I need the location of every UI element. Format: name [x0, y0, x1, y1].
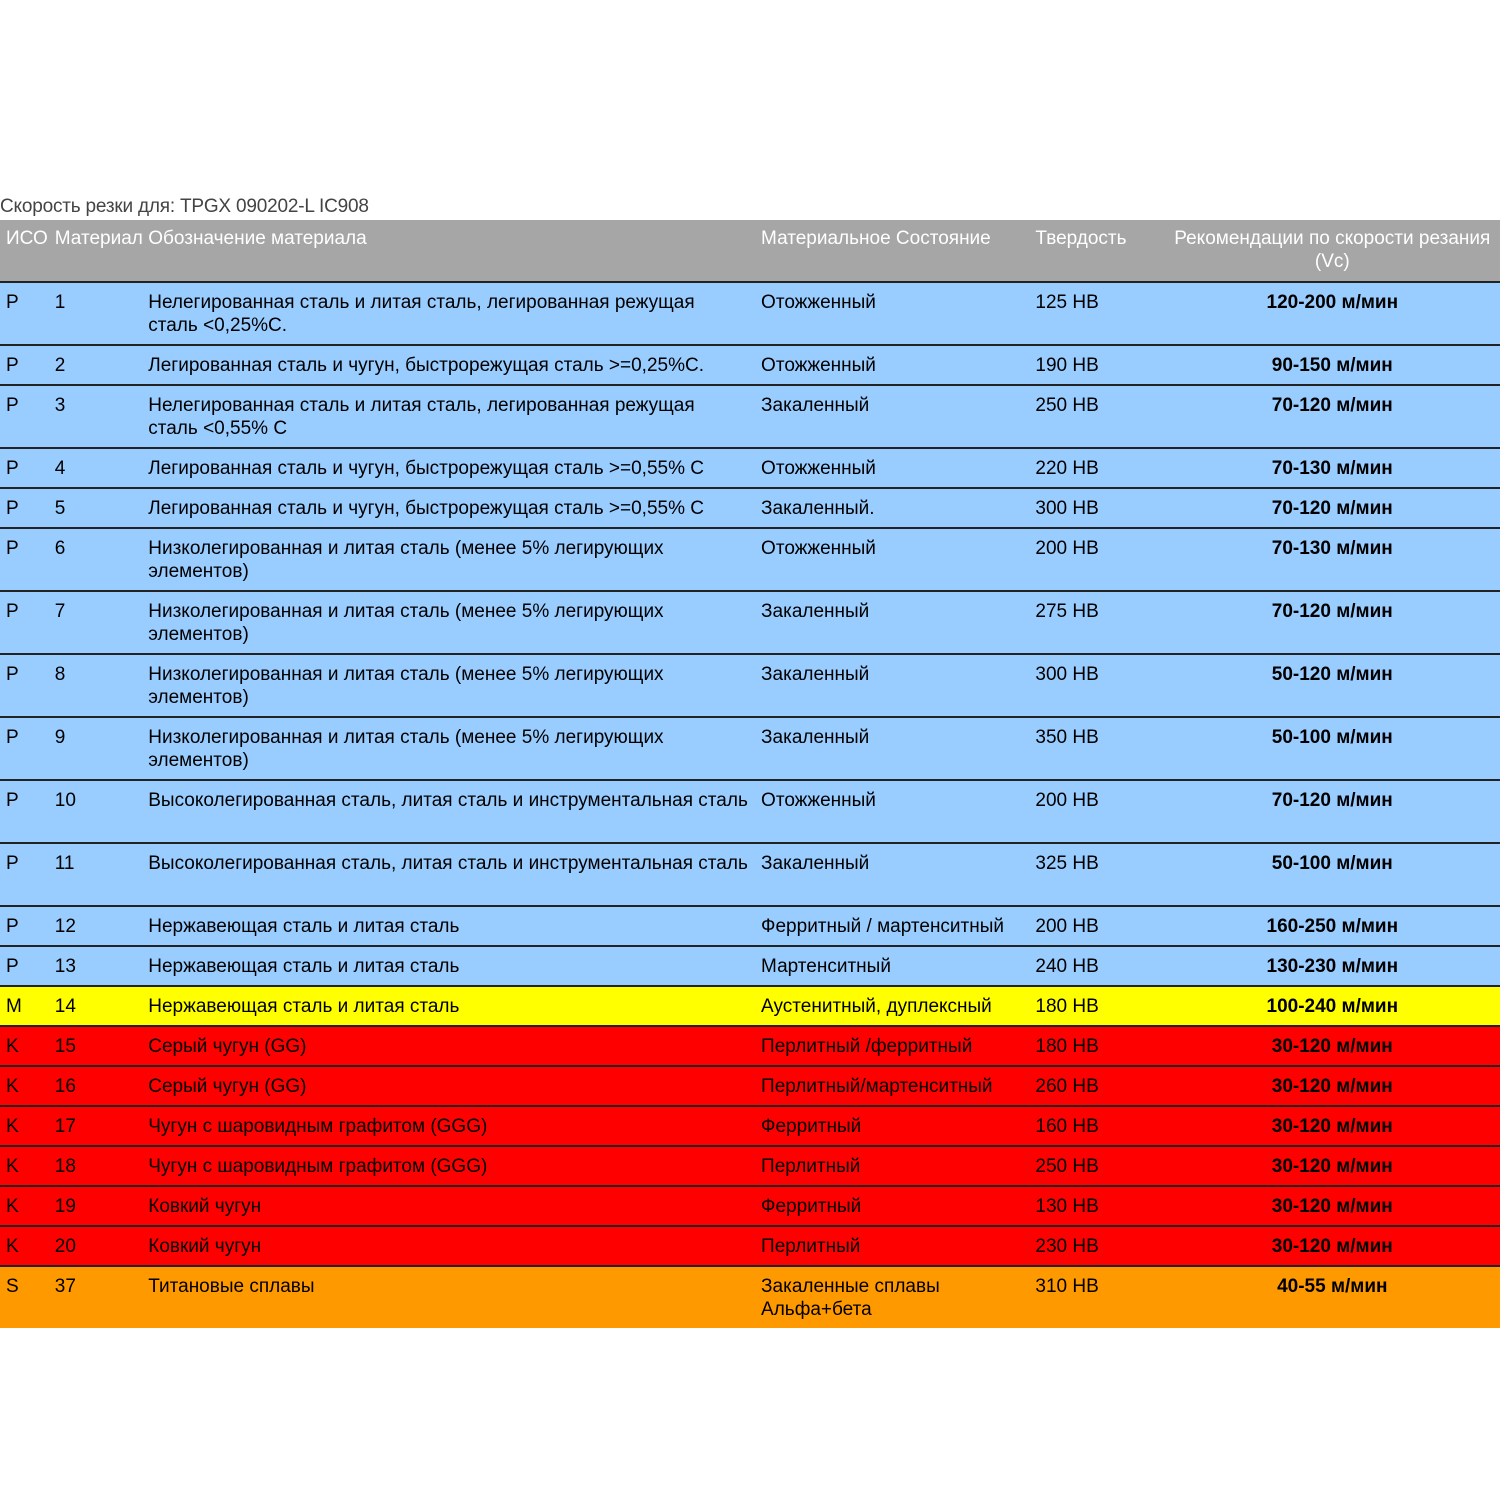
- cell-speed: 100-240 м/мин: [1165, 986, 1500, 1026]
- cell-hardness: 230 HB: [1029, 1226, 1164, 1266]
- table-row: [0, 1266, 1500, 1328]
- cell-condition: Перлитный/мартенситный: [755, 1066, 1029, 1106]
- cell-material: 11: [49, 843, 142, 906]
- table-row: [0, 1186, 1500, 1226]
- cell-designation: Чугун с шаровидным графитом (GGG): [142, 1146, 755, 1186]
- cell-iso: P: [0, 488, 49, 528]
- cell-designation: Низколегированная и литая сталь (менее 5% легирующих элементов): [142, 528, 755, 591]
- cell-hardness: 310 HB: [1029, 1266, 1164, 1328]
- cell-iso: K: [0, 1186, 49, 1226]
- cell-hardness: 250 HB: [1029, 1146, 1164, 1186]
- cell-iso: K: [0, 1066, 49, 1106]
- header-hardness: Твердость: [1029, 220, 1164, 282]
- cell-material: 18: [49, 1146, 142, 1186]
- cell-iso: P: [0, 654, 49, 717]
- cell-condition: Отожженный: [755, 448, 1029, 488]
- cell-hardness: 190 HB: [1029, 345, 1164, 385]
- cell-hardness: 130 HB: [1029, 1186, 1164, 1226]
- cell-hardness: 350 HB: [1029, 717, 1164, 780]
- cell-designation: Ковкий чугун: [142, 1226, 755, 1266]
- cell-material: 13: [49, 946, 142, 986]
- cell-material: 8: [49, 654, 142, 717]
- cell-hardness: 160 HB: [1029, 1106, 1164, 1146]
- cell-designation: Легированная сталь и чугун, быстрорежущая сталь >=0,55% C: [142, 488, 755, 528]
- table-row: [0, 1066, 1500, 1106]
- cell-iso: S: [0, 1266, 49, 1328]
- cell-speed: 160-250 м/мин: [1165, 906, 1500, 946]
- cell-designation: Низколегированная и литая сталь (менее 5% легирующих элементов): [142, 591, 755, 654]
- cell-iso: K: [0, 1026, 49, 1066]
- table-row: [0, 282, 1500, 345]
- cell-hardness: 325 HB: [1029, 843, 1164, 906]
- table-row: [0, 780, 1500, 843]
- cell-condition: Перлитный: [755, 1146, 1029, 1186]
- cell-iso: P: [0, 843, 49, 906]
- cell-hardness: 300 HB: [1029, 654, 1164, 717]
- cell-iso: P: [0, 448, 49, 488]
- table-row: [0, 345, 1500, 385]
- cell-condition: Перлитный: [755, 1226, 1029, 1266]
- cell-iso: P: [0, 528, 49, 591]
- cell-iso: P: [0, 780, 49, 843]
- cell-material: 20: [49, 1226, 142, 1266]
- cell-material: 2: [49, 345, 142, 385]
- cell-condition: Ферритный / мартенситный: [755, 906, 1029, 946]
- cell-designation: Серый чугун (GG): [142, 1026, 755, 1066]
- cell-speed: 90-150 м/мин: [1165, 345, 1500, 385]
- table-row: [0, 1226, 1500, 1266]
- cell-hardness: 200 HB: [1029, 780, 1164, 843]
- cell-designation: Легированная сталь и чугун, быстрорежущая сталь >=0,25%C.: [142, 345, 755, 385]
- cell-condition: Закаленный: [755, 591, 1029, 654]
- table-row: [0, 385, 1500, 448]
- cell-hardness: 260 HB: [1029, 1066, 1164, 1106]
- table-row: [0, 717, 1500, 780]
- cell-condition: Отожженный: [755, 282, 1029, 345]
- cell-condition: Ферритный: [755, 1106, 1029, 1146]
- cell-designation: Легированная сталь и чугун, быстрорежущая сталь >=0,55% C: [142, 448, 755, 488]
- table-caption: Скорость резки для: TPGX 090202-L IC908: [0, 196, 369, 217]
- cell-speed: 50-100 м/мин: [1165, 717, 1500, 780]
- cell-designation: Нержавеющая сталь и литая сталь: [142, 946, 755, 986]
- cell-iso: K: [0, 1106, 49, 1146]
- table-row: [0, 488, 1500, 528]
- cell-material: 37: [49, 1266, 142, 1328]
- table-row: [0, 1026, 1500, 1066]
- cell-material: 10: [49, 780, 142, 843]
- cell-condition: Закаленный: [755, 717, 1029, 780]
- cell-hardness: 200 HB: [1029, 528, 1164, 591]
- cell-material: 16: [49, 1066, 142, 1106]
- header-recommendation: Рекомендации по скорости резания (Vc): [1165, 220, 1500, 282]
- cell-material: 5: [49, 488, 142, 528]
- cell-iso: P: [0, 385, 49, 448]
- cell-hardness: 300 HB: [1029, 488, 1164, 528]
- table-row: [0, 986, 1500, 1026]
- cell-iso: P: [0, 906, 49, 946]
- cell-speed: 70-130 м/мин: [1165, 528, 1500, 591]
- header-iso: ИСО: [0, 220, 49, 282]
- cell-speed: 40-55 м/мин: [1165, 1266, 1500, 1328]
- cell-speed: 30-120 м/мин: [1165, 1146, 1500, 1186]
- cell-condition: Закаленный: [755, 843, 1029, 906]
- cell-designation: Титановые сплавы: [142, 1266, 755, 1328]
- header-condition: Материальное Состояние: [755, 220, 1029, 282]
- cell-speed: 30-120 м/мин: [1165, 1186, 1500, 1226]
- cell-iso: P: [0, 591, 49, 654]
- header-designation: Обозначение материала: [142, 220, 755, 282]
- cell-material: 6: [49, 528, 142, 591]
- cell-hardness: 125 HB: [1029, 282, 1164, 345]
- cell-condition: Мартенситный: [755, 946, 1029, 986]
- cell-designation: Нержавеющая сталь и литая сталь: [142, 986, 755, 1026]
- table-row: [0, 906, 1500, 946]
- cell-condition: Закаленный.: [755, 488, 1029, 528]
- cell-designation: Нелегированная сталь и литая сталь, легированная режущая сталь <0,55% C: [142, 385, 755, 448]
- cell-speed: 30-120 м/мин: [1165, 1106, 1500, 1146]
- cell-designation: Ковкий чугун: [142, 1186, 755, 1226]
- cell-iso: K: [0, 1226, 49, 1266]
- cell-iso: P: [0, 345, 49, 385]
- cell-condition: Перлитный /ферритный: [755, 1026, 1029, 1066]
- cell-hardness: 240 HB: [1029, 946, 1164, 986]
- header-material: Материал: [49, 220, 142, 282]
- cell-speed: 70-120 м/мин: [1165, 591, 1500, 654]
- cell-speed: 50-100 м/мин: [1165, 843, 1500, 906]
- table-row: [0, 946, 1500, 986]
- cell-speed: 70-120 м/мин: [1165, 780, 1500, 843]
- cell-condition: Отожженный: [755, 345, 1029, 385]
- cell-iso: M: [0, 986, 49, 1026]
- cell-designation: Нелегированная сталь и литая сталь, легированная режущая сталь <0,25%C.: [142, 282, 755, 345]
- cell-speed: 70-130 м/мин: [1165, 448, 1500, 488]
- cell-condition: Закаленный: [755, 385, 1029, 448]
- cell-hardness: 200 HB: [1029, 906, 1164, 946]
- cell-speed: 130-230 м/мин: [1165, 946, 1500, 986]
- cell-speed: 50-120 м/мин: [1165, 654, 1500, 717]
- cell-speed: 120-200 м/мин: [1165, 282, 1500, 345]
- table-row: [0, 843, 1500, 906]
- cell-hardness: 180 HB: [1029, 1026, 1164, 1066]
- cell-iso: P: [0, 282, 49, 345]
- cell-material: 9: [49, 717, 142, 780]
- table-row: [0, 1146, 1500, 1186]
- table-row: [0, 654, 1500, 717]
- cell-condition: Ферритный: [755, 1186, 1029, 1226]
- cell-material: 17: [49, 1106, 142, 1146]
- cell-designation: Низколегированная и литая сталь (менее 5% легирующих элементов): [142, 654, 755, 717]
- cell-designation: Чугун с шаровидным графитом (GGG): [142, 1106, 755, 1146]
- cell-material: 1: [49, 282, 142, 345]
- cell-hardness: 275 HB: [1029, 591, 1164, 654]
- cell-condition: Закаленный: [755, 654, 1029, 717]
- cell-designation: Высоколегированная сталь, литая сталь и инструментальная сталь: [142, 843, 755, 906]
- cell-iso: P: [0, 946, 49, 986]
- cell-material: 4: [49, 448, 142, 488]
- cell-material: 15: [49, 1026, 142, 1066]
- cell-condition: Отожженный: [755, 780, 1029, 843]
- cell-hardness: 220 HB: [1029, 448, 1164, 488]
- cell-designation: Низколегированная и литая сталь (менее 5% легирующих элементов): [142, 717, 755, 780]
- table-row: [0, 1106, 1500, 1146]
- cell-material: 7: [49, 591, 142, 654]
- cell-material: 12: [49, 906, 142, 946]
- cell-speed: 30-120 м/мин: [1165, 1226, 1500, 1266]
- cell-condition: Отожженный: [755, 528, 1029, 591]
- cell-material: 3: [49, 385, 142, 448]
- cell-designation: Серый чугун (GG): [142, 1066, 755, 1106]
- cell-speed: 30-120 м/мин: [1165, 1026, 1500, 1066]
- cell-condition: Аустенитный, дуплексный: [755, 986, 1029, 1026]
- cell-speed: 70-120 м/мин: [1165, 488, 1500, 528]
- cell-designation: Нержавеющая сталь и литая сталь: [142, 906, 755, 946]
- cell-hardness: 250 HB: [1029, 385, 1164, 448]
- cell-material: 19: [49, 1186, 142, 1226]
- table-row: [0, 591, 1500, 654]
- cell-material: 14: [49, 986, 142, 1026]
- cell-condition: Закаленные сплавы Альфа+бета: [755, 1266, 1029, 1328]
- cell-speed: 30-120 м/мин: [1165, 1066, 1500, 1106]
- cell-iso: K: [0, 1146, 49, 1186]
- table-header-row: [0, 220, 1500, 282]
- cell-hardness: 180 HB: [1029, 986, 1164, 1026]
- cell-speed: 70-120 м/мин: [1165, 385, 1500, 448]
- table-row: [0, 448, 1500, 488]
- table-row: [0, 528, 1500, 591]
- cutting-speed-table: [0, 220, 1500, 1328]
- cell-designation: Высоколегированная сталь, литая сталь и инструментальная сталь: [142, 780, 755, 843]
- cell-iso: P: [0, 717, 49, 780]
